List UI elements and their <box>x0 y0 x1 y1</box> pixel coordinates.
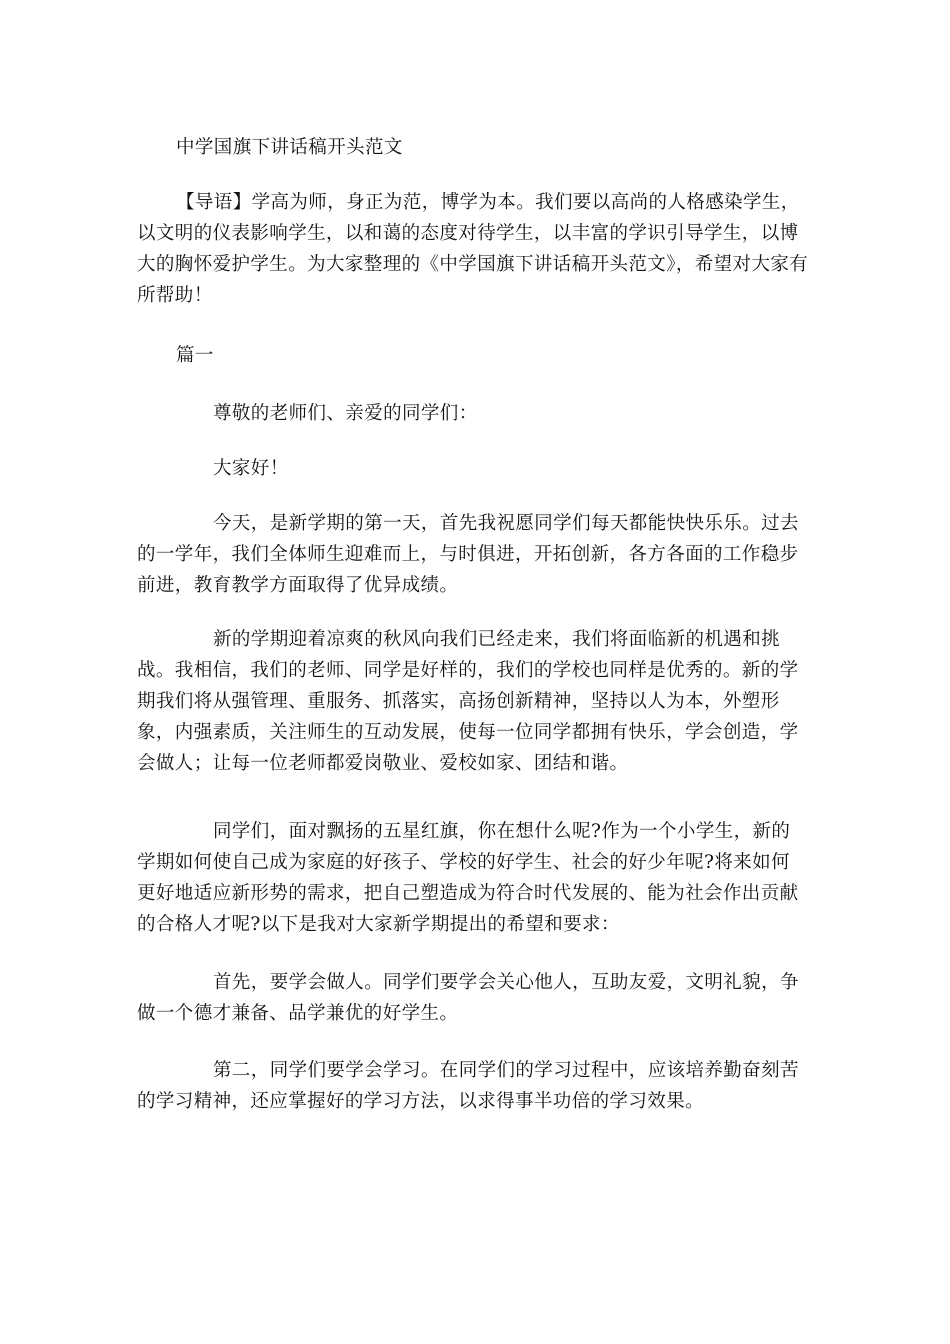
body-paragraph: 同学们，面对飘扬的五星红旗，你在想什么呢?作为一个小学生，新的学期如何使自己成为家庭的好孩子、学校的好学生、社会的好少年呢?将来如何更好地适应新形势的需求，把自己塑造成为符合时代发展的、能为社会作出贡献的合格人才呢?以下是我对大家新学期提出的希望和要求： <box>137 821 799 935</box>
body-paragraph: 首先，要学会做人。同学们要学会关心他人，互助友爱，文明礼貌，争做一个德才兼备、品学兼优的好学生。 <box>137 972 799 1024</box>
body-paragraph: 今天，是新学期的第一天，首先我祝愿同学们每天都能快快乐乐。过去的一学年，我们全体师生迎难而上，与时俱进，开拓创新，各方各面的工作稳步前进，教育教学方面取得了优异成绩。 <box>137 513 799 596</box>
body-paragraph: 新的学期迎着凉爽的秋风向我们已经走来，我们将面临新的机遇和挑战。我相信，我们的老师、同学是好样的，我们的学校也同样是优秀的。新的学期我们将从强管理、重服务、抓落实，高扬创新精神，坚持以人为本，外塑形象，内强素质，关注师生的互动发展，使每一位同学都拥有快乐，学会创造，学会做人；让每一位老师都爱岗敬业、爱校如家、团结和谐。 <box>137 629 799 774</box>
body-paragraph: 第二，同学们要学会学习。在同学们的学习过程中，应该培养勤奋刻苦的学习精神，还应掌握好的学习方法，以求得事半功倍的学习效果。 <box>137 1060 799 1112</box>
document-title: 中学国旗下讲话稿开头范文 <box>176 137 403 158</box>
intro-paragraph: 【导语】学高为师，身正为范，博学为本。我们要以高尚的人格感染学生，以文明的仪表影响学生，以和蔼的态度对待学生，以丰富的学识引导学生，以博大的胸怀爱护学生。为大家整理的《中学国旗下讲话稿开头范文》，希望对大家有所帮助！ <box>137 192 809 306</box>
section-label: 篇一 <box>176 345 214 366</box>
salutation: 尊敬的老师们、亲爱的同学们： <box>213 403 478 424</box>
greeting: 大家好！ <box>213 458 289 479</box>
